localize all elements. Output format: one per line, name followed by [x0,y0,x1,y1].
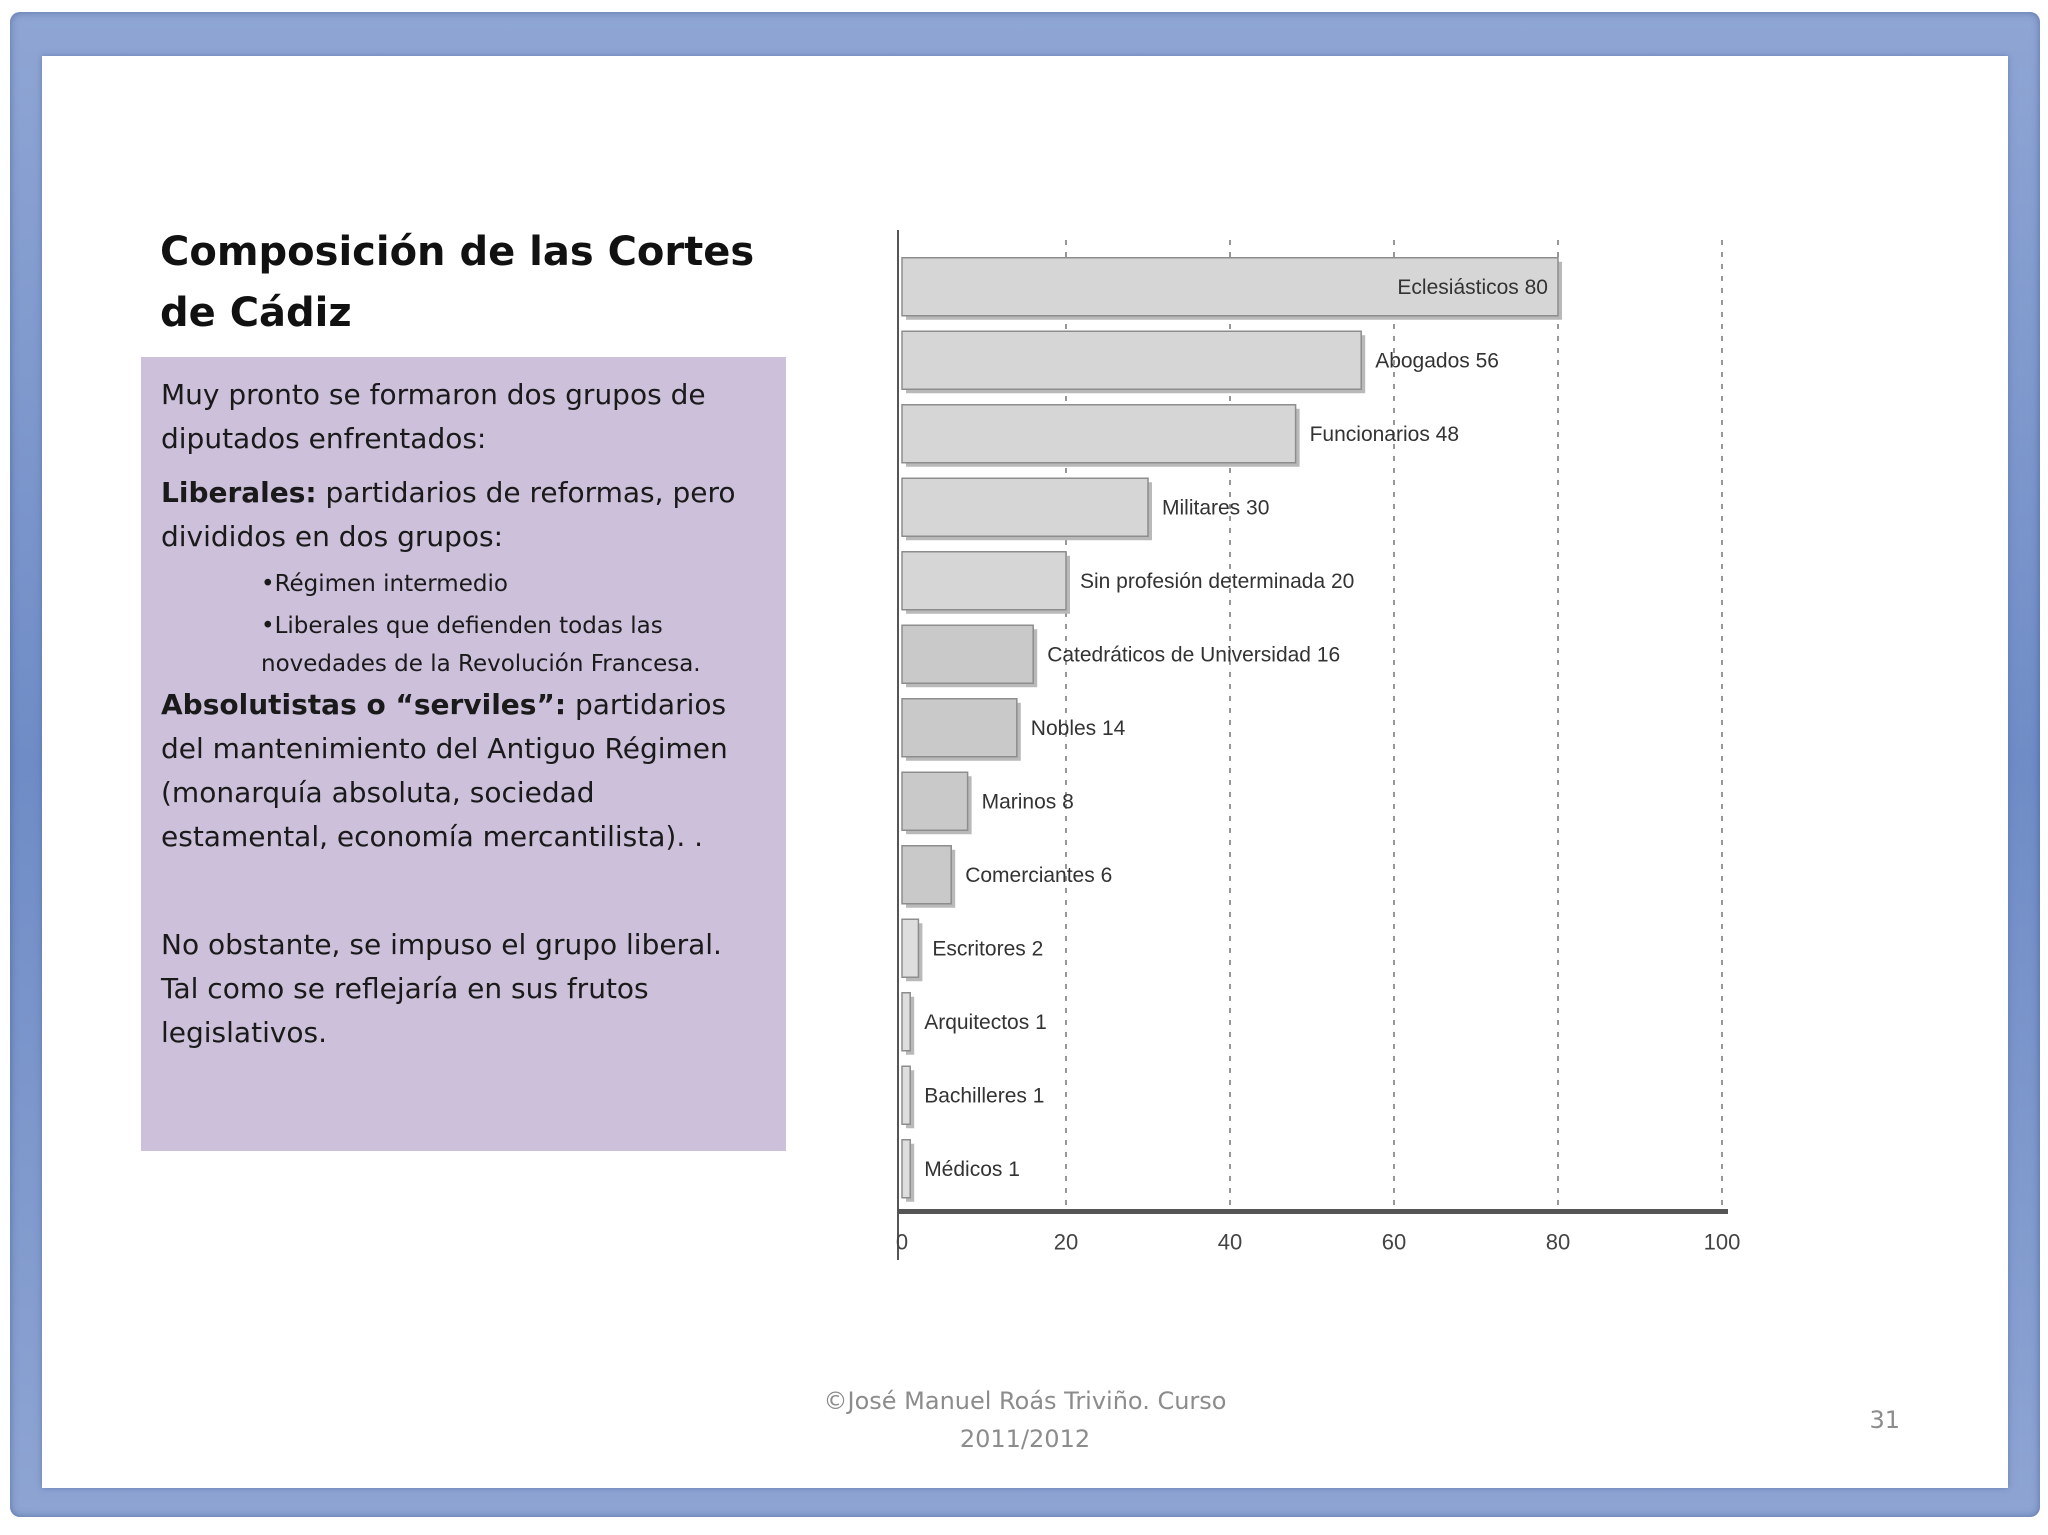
chart-bar [902,993,910,1051]
conclusion-paragraph: No obstante, se impuso el grupo liberal. Tal como se reflejaría en sus frutos legislativos. [161,928,722,1049]
chart-bar-label: Bachilleres 1 [924,1084,1045,1108]
bar-chart [880,220,1760,1260]
chart-tick-label: 100 [1703,1229,1741,1255]
chart-bar [902,1140,910,1198]
absolutistas-paragraph [161,683,761,859]
chart-bar-label: Sin profesión determinada 20 [1080,569,1355,593]
chart-bar-label: Nobles 14 [1030,716,1126,740]
liberales-label: Liberales: [161,476,317,509]
text-box [141,357,786,1151]
absolutistas-text: partidarios del mantenimiento del Antiguo Régimen (monarquía absoluta, sociedad estamental, economía mercantilista). . [161,688,728,853]
chart-bar [902,625,1033,683]
chart-bar [902,405,1296,463]
chart-tick-label: 40 [1217,1229,1243,1255]
chart-bar [902,699,1017,757]
slide-footer: ©José Manuel Roás Triviño. Curso 2011/2012 [823,1387,1227,1453]
chart-bar [902,846,951,904]
sub-bullet-regimen: •Régimen intermedio [261,571,508,597]
chart-bar [902,478,1148,536]
chart-bar-label: Marinos 8 [981,790,1074,814]
chart-bar-label: Abogados 56 [1375,349,1499,373]
chart-bar-label: Médicos 1 [924,1157,1020,1181]
chart-bar-label: Arquitectos 1 [924,1010,1047,1034]
chart-bar [902,919,918,977]
liberales-paragraph [161,471,761,559]
chart-tick-label: 80 [1545,1229,1571,1255]
intro-paragraph: Muy pronto se formaron dos grupos de diputados enfrentados: [161,378,706,455]
chart-bar-label: Escritores 2 [932,937,1044,961]
chart-bar [902,552,1066,610]
chart-bar [902,772,968,830]
chart-bar [902,1066,910,1124]
chart-bar-label: Militares 30 [1162,496,1270,520]
absolutistas-label: Absolutistas o “serviles”: [161,688,567,721]
chart-bar [902,331,1361,389]
sub-bullet-liberales: •Liberales que defienden todas las novedades de la Revolución Francesa. [261,613,701,677]
chart-bar-label: Catedráticos de Universidad 16 [1047,643,1341,667]
chart-tick-label: 0 [895,1229,909,1255]
slide-title: Composición de las Cortes de Cádiz [160,229,755,336]
text-box-content [161,373,761,1055]
chart-tick-label: 20 [1053,1229,1079,1255]
chart-bar-label: Comerciantes 6 [965,863,1113,887]
chart-bars [902,258,1562,1202]
chart-bar-label: Funcionarios 48 [1309,422,1460,446]
liberales-text: partidarios de reformas, pero divididos en dos grupos: [161,476,736,553]
chart-tick-label: 60 [1381,1229,1407,1255]
chart-bar-label: Eclesiásticos 80 [1397,275,1548,299]
page-number: 31 [1869,1406,1900,1434]
